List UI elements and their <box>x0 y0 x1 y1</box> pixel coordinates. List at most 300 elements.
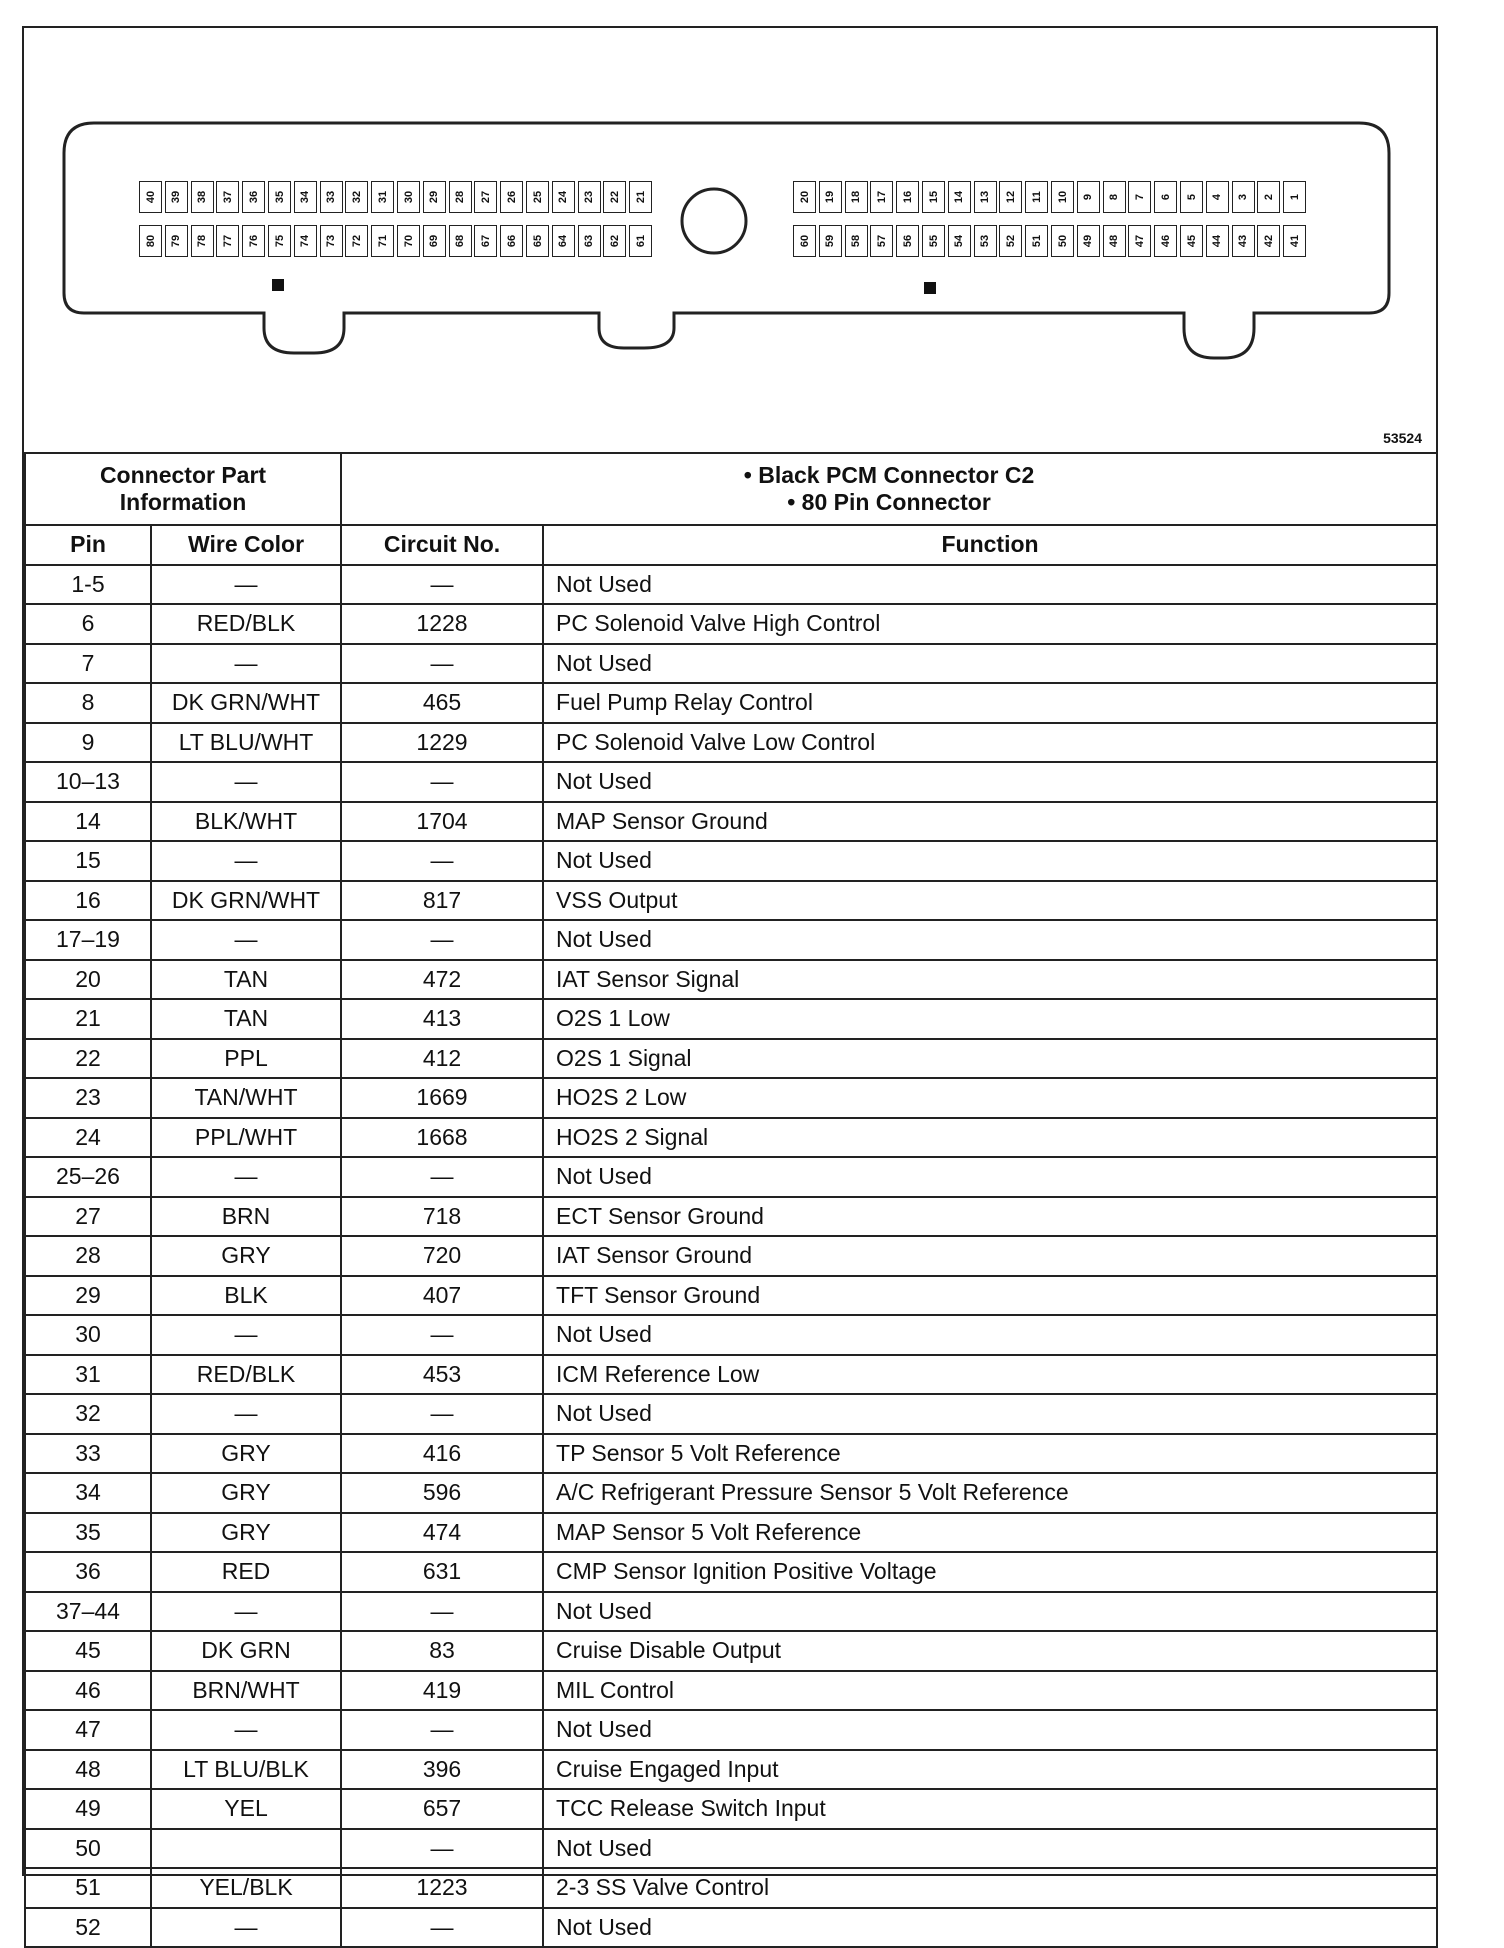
connector-pin <box>1103 181 1126 213</box>
connector-pin <box>999 181 1022 213</box>
connector-pin <box>870 181 893 213</box>
connector-pin <box>603 181 626 213</box>
pin-number: 72 <box>350 234 363 248</box>
connector-pin <box>974 225 997 257</box>
pin-cell: 10–13 <box>25 762 151 802</box>
connector-pin <box>1025 181 1048 213</box>
connector-pin <box>191 181 214 213</box>
connector-pin <box>1232 181 1255 213</box>
pin-number: 10 <box>1056 190 1069 204</box>
table-row <box>25 1710 1437 1750</box>
pin-number: 37 <box>221 190 234 204</box>
pin-cell: 34 <box>25 1473 151 1513</box>
connector-pin <box>974 181 997 213</box>
wire-color-cell: — <box>151 565 341 605</box>
pin-cell: 33 <box>25 1434 151 1474</box>
circuit-cell: 416 <box>341 1434 543 1474</box>
function-cell: Not Used <box>543 1829 1437 1869</box>
connector-pin <box>845 181 868 213</box>
connector-pin <box>1128 181 1151 213</box>
pin-cell: 15 <box>25 841 151 881</box>
wire-color-cell: LT BLU/BLK <box>151 1750 341 1790</box>
wire-color-cell: GRY <box>151 1513 341 1553</box>
pin-number: 47 <box>1133 234 1146 248</box>
circuit-cell: 474 <box>341 1513 543 1553</box>
pin-cell: 16 <box>25 881 151 921</box>
circuit-cell: 1704 <box>341 802 543 842</box>
circuit-cell: 817 <box>341 881 543 921</box>
circuit-cell: 412 <box>341 1039 543 1079</box>
function-cell: CMP Sensor Ignition Positive Voltage <box>543 1552 1437 1592</box>
pin-number: 20 <box>798 190 811 204</box>
table-row <box>25 683 1437 723</box>
function-cell: Not Used <box>543 644 1437 684</box>
circuit-cell: 1223 <box>341 1868 543 1908</box>
pin-number: 34 <box>299 190 312 204</box>
connector-pin <box>819 181 842 213</box>
wire-color-cell: — <box>151 1710 341 1750</box>
circuit-cell: 407 <box>341 1276 543 1316</box>
pin-number: 51 <box>1030 234 1043 248</box>
circuit-cell: — <box>341 565 543 605</box>
wire-color-cell <box>151 1829 341 1869</box>
wire-color-cell: — <box>151 1394 341 1434</box>
part-info-row <box>25 453 1437 525</box>
pin-cell: 37–44 <box>25 1592 151 1632</box>
connector-pin <box>268 181 291 213</box>
pin-number: 48 <box>1108 234 1121 248</box>
pin-number: 67 <box>479 234 492 248</box>
connector-pin <box>423 225 446 257</box>
pin-number: 46 <box>1159 234 1172 248</box>
wire-color-cell: — <box>151 644 341 684</box>
pin-number: 38 <box>196 190 209 204</box>
table-row <box>25 565 1437 605</box>
connector-pin <box>629 181 652 213</box>
function-cell: IAT Sensor Signal <box>543 960 1437 1000</box>
wire-color-cell: — <box>151 1315 341 1355</box>
pin-number: 64 <box>557 234 570 248</box>
connector-pin <box>1051 181 1074 213</box>
pin-number: 75 <box>273 234 286 248</box>
pin-cell: 27 <box>25 1197 151 1237</box>
pin-cell: 45 <box>25 1631 151 1671</box>
wire-color-cell: — <box>151 920 341 960</box>
pin-number: 32 <box>350 190 363 204</box>
wire-color-cell: GRY <box>151 1236 341 1276</box>
table-row <box>25 1868 1437 1908</box>
key-marker-right <box>924 282 936 294</box>
connector-pin <box>1025 225 1048 257</box>
pin-number: 54 <box>953 234 966 248</box>
connector-pin <box>999 225 1022 257</box>
pin-number: 69 <box>428 234 441 248</box>
circuit-cell: 413 <box>341 999 543 1039</box>
function-cell: Not Used <box>543 841 1437 881</box>
function-cell: TCC Release Switch Input <box>543 1789 1437 1829</box>
circuit-cell: 472 <box>341 960 543 1000</box>
connector-pin <box>268 225 291 257</box>
pin-number: 28 <box>454 190 467 204</box>
pin-cell: 46 <box>25 1671 151 1711</box>
connector-pin <box>449 181 472 213</box>
pin-number: 7 <box>1133 193 1146 201</box>
circuit-cell: — <box>341 1157 543 1197</box>
function-cell: MAP Sensor Ground <box>543 802 1437 842</box>
function-cell: TFT Sensor Ground <box>543 1276 1437 1316</box>
connector-pin <box>526 181 549 213</box>
function-cell: Not Used <box>543 1157 1437 1197</box>
pin-number: 8 <box>1108 193 1121 201</box>
function-cell: HO2S 2 Signal <box>543 1118 1437 1158</box>
wire-color-cell: PPL <box>151 1039 341 1079</box>
pin-cell: 29 <box>25 1276 151 1316</box>
pin-number: 16 <box>901 190 914 204</box>
table-row <box>25 1039 1437 1079</box>
wire-color-cell: LT BLU/WHT <box>151 723 341 763</box>
connector-pin <box>474 225 497 257</box>
function-cell: Not Used <box>543 1394 1437 1434</box>
pin-number: 6 <box>1159 193 1172 201</box>
connector-pin <box>320 225 343 257</box>
connector-pin <box>242 225 265 257</box>
pin-number: 36 <box>247 190 260 204</box>
pin-cell: 31 <box>25 1355 151 1395</box>
wire-color-cell: — <box>151 762 341 802</box>
wire-color-cell: GRY <box>151 1434 341 1474</box>
table-row <box>25 841 1437 881</box>
pin-cell: 20 <box>25 960 151 1000</box>
connector-pin <box>242 181 265 213</box>
pin-number: 49 <box>1082 234 1095 248</box>
circuit-cell: — <box>341 1908 543 1948</box>
pin-number: 33 <box>325 190 338 204</box>
circuit-cell: 1669 <box>341 1078 543 1118</box>
pin-cell: 52 <box>25 1908 151 1948</box>
function-cell: Not Used <box>543 1315 1437 1355</box>
pin-number: 14 <box>953 190 966 204</box>
table-row <box>25 1829 1437 1869</box>
pin-number: 66 <box>505 234 518 248</box>
connector-pin <box>371 181 394 213</box>
connector-pin <box>1103 225 1126 257</box>
function-cell: Cruise Disable Output <box>543 1631 1437 1671</box>
circuit-cell: 419 <box>341 1671 543 1711</box>
function-cell: Not Used <box>543 1710 1437 1750</box>
connector-pin <box>578 225 601 257</box>
wire-color-cell: BLK/WHT <box>151 802 341 842</box>
part-info-line1: • Black PCM Connector C2 <box>743 462 1035 488</box>
connector-pin <box>922 181 945 213</box>
pin-number: 79 <box>170 234 183 248</box>
pin-number: 17 <box>875 190 888 204</box>
pin-number: 9 <box>1082 193 1095 201</box>
table-row <box>25 604 1437 644</box>
function-cell: MIL Control <box>543 1671 1437 1711</box>
table-row <box>25 999 1437 1039</box>
function-cell: Not Used <box>543 1908 1437 1948</box>
connector-pin <box>139 181 162 213</box>
function-cell: VSS Output <box>543 881 1437 921</box>
col-header-wire-color: Wire Color <box>151 525 341 565</box>
connector-pin <box>819 225 842 257</box>
function-cell: MAP Sensor 5 Volt Reference <box>543 1513 1437 1553</box>
circuit-cell: — <box>341 841 543 881</box>
function-cell: Not Used <box>543 920 1437 960</box>
table-row <box>25 644 1437 684</box>
pin-number: 19 <box>824 190 837 204</box>
pin-cell: 14 <box>25 802 151 842</box>
circuit-cell: — <box>341 644 543 684</box>
pin-cell: 17–19 <box>25 920 151 960</box>
table-row <box>25 762 1437 802</box>
function-cell: A/C Refrigerant Pressure Sensor 5 Volt Reference <box>543 1473 1437 1513</box>
part-info-value <box>341 453 1437 525</box>
connector-pin <box>294 181 317 213</box>
wire-color-cell: BRN/WHT <box>151 1671 341 1711</box>
pin-number: 58 <box>850 234 863 248</box>
pinout-table <box>24 452 1438 1948</box>
connector-pin <box>1077 181 1100 213</box>
wire-color-cell: YEL/BLK <box>151 1868 341 1908</box>
pin-cell: 28 <box>25 1236 151 1276</box>
circuit-cell: 720 <box>341 1236 543 1276</box>
table-row <box>25 1434 1437 1474</box>
connector-pin <box>629 225 652 257</box>
connector-pin <box>191 225 214 257</box>
connector-pin <box>845 225 868 257</box>
function-cell: O2S 1 Low <box>543 999 1437 1039</box>
connector-pin <box>922 225 945 257</box>
pin-number: 31 <box>376 190 389 204</box>
pin-number: 5 <box>1185 193 1198 201</box>
table-row <box>25 1355 1437 1395</box>
circuit-cell: 657 <box>341 1789 543 1829</box>
function-cell: ICM Reference Low <box>543 1355 1437 1395</box>
pin-number: 76 <box>247 234 260 248</box>
pin-number: 23 <box>583 190 596 204</box>
pin-number: 25 <box>531 190 544 204</box>
function-cell: O2S 1 Signal <box>543 1039 1437 1079</box>
pin-cell: 7 <box>25 644 151 684</box>
connector-pin <box>1283 181 1306 213</box>
function-cell: PC Solenoid Valve High Control <box>543 604 1437 644</box>
connector-pin <box>1283 225 1306 257</box>
function-cell: HO2S 2 Low <box>543 1078 1437 1118</box>
pin-cell: 6 <box>25 604 151 644</box>
connector-pin <box>1232 225 1255 257</box>
circuit-cell: 396 <box>341 1750 543 1790</box>
pin-number: 50 <box>1056 234 1069 248</box>
table-row <box>25 1908 1437 1948</box>
function-cell: TP Sensor 5 Volt Reference <box>543 1434 1437 1474</box>
table-row <box>25 1078 1437 1118</box>
connector-pin <box>345 225 368 257</box>
pin-number: 21 <box>634 190 647 204</box>
table-row <box>25 881 1437 921</box>
function-cell: IAT Sensor Ground <box>543 1236 1437 1276</box>
table-row <box>25 1197 1437 1237</box>
connector-pin <box>294 225 317 257</box>
connector-pin <box>793 181 816 213</box>
pin-number: 60 <box>798 234 811 248</box>
connector-pin <box>1206 225 1229 257</box>
pin-number: 45 <box>1185 234 1198 248</box>
wire-color-cell: — <box>151 1592 341 1632</box>
connector-pin <box>397 225 420 257</box>
pin-number: 73 <box>325 234 338 248</box>
circuit-cell: 465 <box>341 683 543 723</box>
pin-number: 61 <box>634 234 647 248</box>
wire-color-cell: — <box>151 1908 341 1948</box>
wire-color-cell: TAN <box>151 999 341 1039</box>
wire-color-cell: — <box>151 1157 341 1197</box>
pin-number: 77 <box>221 234 234 248</box>
connector-pin <box>948 225 971 257</box>
connector-pin <box>552 181 575 213</box>
pin-number: 40 <box>144 190 157 204</box>
pin-number: 24 <box>557 190 570 204</box>
table-row <box>25 1631 1437 1671</box>
pin-number: 39 <box>170 190 183 204</box>
connector-pin <box>139 225 162 257</box>
pin-cell: 30 <box>25 1315 151 1355</box>
function-cell: Fuel Pump Relay Control <box>543 683 1437 723</box>
circuit-cell: 83 <box>341 1631 543 1671</box>
pin-number: 4 <box>1211 193 1224 201</box>
wire-color-cell: DK GRN <box>151 1631 341 1671</box>
pin-number: 29 <box>428 190 441 204</box>
table-row <box>25 1157 1437 1197</box>
pin-number: 2 <box>1262 193 1275 201</box>
pin-cell: 21 <box>25 999 151 1039</box>
connector-pin <box>552 225 575 257</box>
function-cell: Not Used <box>543 565 1437 605</box>
pin-number: 65 <box>531 234 544 248</box>
pin-number: 30 <box>402 190 415 204</box>
pin-number: 70 <box>402 234 415 248</box>
wire-color-cell: RED <box>151 1552 341 1592</box>
pin-number: 52 <box>1004 234 1017 248</box>
wire-color-cell: PPL/WHT <box>151 1118 341 1158</box>
table-row <box>25 1276 1437 1316</box>
pin-cell: 24 <box>25 1118 151 1158</box>
connector-pin <box>500 225 523 257</box>
circuit-cell: — <box>341 1592 543 1632</box>
pin-cell: 23 <box>25 1078 151 1118</box>
function-cell: ECT Sensor Ground <box>543 1197 1437 1237</box>
pin-number: 44 <box>1211 234 1224 248</box>
table-row <box>25 960 1437 1000</box>
circuit-cell: — <box>341 920 543 960</box>
table-row <box>25 1592 1437 1632</box>
circuit-cell: 453 <box>341 1355 543 1395</box>
center-post <box>682 189 746 253</box>
pin-number: 53 <box>979 234 992 248</box>
circuit-cell: 596 <box>341 1473 543 1513</box>
table-row <box>25 1513 1437 1553</box>
pin-number: 78 <box>196 234 209 248</box>
table-row <box>25 1789 1437 1829</box>
wire-color-cell: RED/BLK <box>151 604 341 644</box>
circuit-cell: 1228 <box>341 604 543 644</box>
circuit-cell: 1229 <box>341 723 543 763</box>
connector-pin <box>948 181 971 213</box>
connector-pin <box>500 181 523 213</box>
pin-number: 57 <box>875 234 888 248</box>
circuit-cell: — <box>341 1829 543 1869</box>
wire-color-cell: — <box>151 841 341 881</box>
pin-number: 35 <box>273 190 286 204</box>
pin-number: 11 <box>1030 191 1043 203</box>
pin-cell: 47 <box>25 1710 151 1750</box>
table-row <box>25 1315 1437 1355</box>
pin-cell: 36 <box>25 1552 151 1592</box>
pin-number: 80 <box>144 234 157 248</box>
connector-pin <box>870 225 893 257</box>
pin-cell: 1-5 <box>25 565 151 605</box>
pin-cell: 22 <box>25 1039 151 1079</box>
pin-number: 13 <box>979 190 992 204</box>
pin-number: 59 <box>824 234 837 248</box>
pin-number: 18 <box>850 190 863 204</box>
pin-number: 26 <box>505 190 518 204</box>
connector-pin <box>793 225 816 257</box>
circuit-cell: 1668 <box>341 1118 543 1158</box>
connector-pin <box>1257 225 1280 257</box>
pin-number: 27 <box>479 190 492 204</box>
wire-color-cell: BRN <box>151 1197 341 1237</box>
table-row <box>25 1118 1437 1158</box>
pin-number: 68 <box>454 234 467 248</box>
function-cell: PC Solenoid Valve Low Control <box>543 723 1437 763</box>
pin-number: 15 <box>927 190 940 204</box>
pin-number: 42 <box>1262 234 1275 248</box>
table-row <box>25 802 1437 842</box>
connector-pin <box>1206 181 1229 213</box>
connector-pin <box>1154 225 1177 257</box>
pin-number: 22 <box>608 190 621 204</box>
key-marker-left <box>272 279 284 291</box>
pin-cell: 51 <box>25 1868 151 1908</box>
connector-diagram <box>24 28 1436 452</box>
table-row <box>25 1236 1437 1276</box>
pin-cell: 9 <box>25 723 151 763</box>
connector-pin <box>165 181 188 213</box>
circuit-cell: — <box>341 1315 543 1355</box>
function-cell: Cruise Engaged Input <box>543 1750 1437 1790</box>
pin-cell: 25–26 <box>25 1157 151 1197</box>
pin-number: 63 <box>583 234 596 248</box>
connector-pin <box>1257 181 1280 213</box>
wire-color-cell: DK GRN/WHT <box>151 881 341 921</box>
wire-color-cell: DK GRN/WHT <box>151 683 341 723</box>
table-row <box>25 920 1437 960</box>
connector-pin <box>896 225 919 257</box>
connector-pin <box>449 225 472 257</box>
wire-color-cell: GRY <box>151 1473 341 1513</box>
part-info-label-line1: Connector Part <box>99 462 267 488</box>
pin-cell: 48 <box>25 1750 151 1790</box>
table-row <box>25 723 1437 763</box>
connector-pin <box>216 225 239 257</box>
circuit-cell: — <box>341 1394 543 1434</box>
table-row <box>25 1552 1437 1592</box>
connector-pin <box>896 181 919 213</box>
connector-pin <box>1128 225 1151 257</box>
wire-color-cell: TAN <box>151 960 341 1000</box>
connector-pin <box>216 181 239 213</box>
